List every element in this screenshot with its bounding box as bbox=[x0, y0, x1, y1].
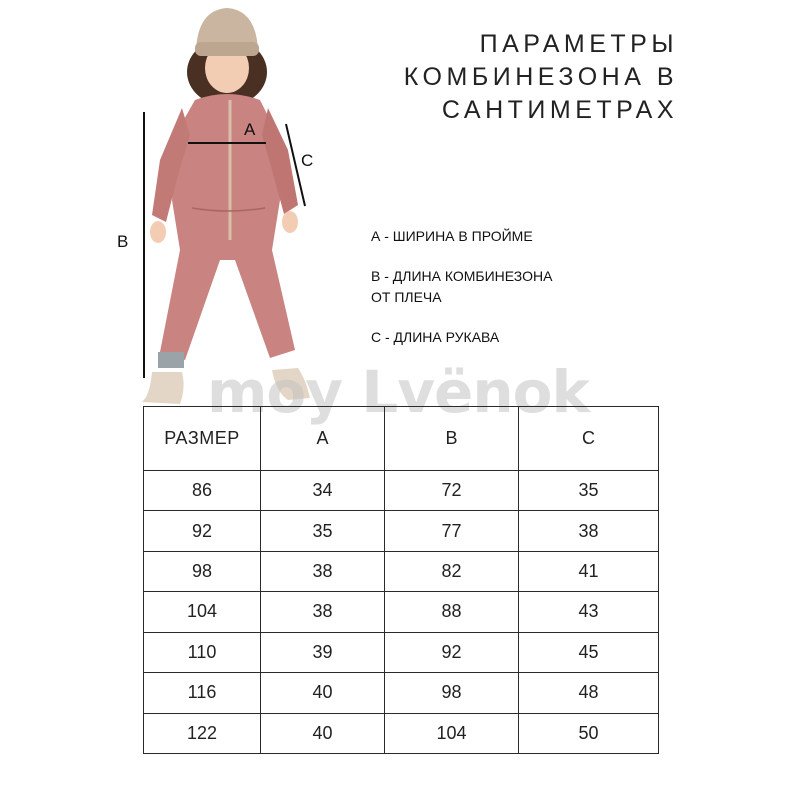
cell-size: 122 bbox=[144, 713, 261, 753]
cell-size: 92 bbox=[144, 511, 261, 551]
legend-b-line-2: ОТ ПЛЕЧА bbox=[371, 289, 442, 305]
cell-b: 82 bbox=[385, 551, 519, 591]
cell-a: 40 bbox=[261, 713, 385, 753]
cell-c: 38 bbox=[519, 511, 659, 551]
cell-size: 98 bbox=[144, 551, 261, 591]
table-row bbox=[144, 713, 659, 753]
cell-size: 104 bbox=[144, 592, 261, 632]
table-row bbox=[144, 471, 659, 511]
table-row bbox=[144, 511, 659, 551]
title-line-2: КОМБИНЕЗОНА В bbox=[403, 63, 678, 91]
cell-a: 35 bbox=[261, 511, 385, 551]
child-jumpsuit-illustration bbox=[100, 0, 360, 420]
dimension-b-label: В bbox=[117, 232, 129, 251]
header-b: В bbox=[385, 407, 519, 471]
cell-c: 45 bbox=[519, 632, 659, 672]
cell-b: 92 bbox=[385, 632, 519, 672]
cell-c: 41 bbox=[519, 551, 659, 591]
header-c: С bbox=[519, 407, 659, 471]
cell-b: 88 bbox=[385, 592, 519, 632]
size-table bbox=[143, 406, 659, 754]
table-row bbox=[144, 551, 659, 591]
cell-a: 38 bbox=[261, 592, 385, 632]
cell-size: 110 bbox=[144, 632, 261, 672]
page-title bbox=[404, 28, 678, 127]
cell-c: 48 bbox=[519, 673, 659, 713]
legend-a: А - ШИРИНА В ПРОЙМЕ bbox=[371, 228, 533, 244]
cell-size: 116 bbox=[144, 673, 261, 713]
cell-a: 39 bbox=[261, 632, 385, 672]
cell-size: 86 bbox=[144, 471, 261, 511]
dimension-a-label: А bbox=[244, 120, 256, 139]
title-line-1: ПАРАМЕТРЫ bbox=[479, 30, 678, 58]
header-size: РАЗМЕР bbox=[144, 407, 261, 471]
measurement-legend bbox=[371, 226, 552, 367]
legend-c: С - ДЛИНА РУКАВА bbox=[371, 329, 500, 345]
cell-c: 50 bbox=[519, 713, 659, 753]
table-row bbox=[144, 632, 659, 672]
legend-b-line-1: В - ДЛИНА КОМБИНЕЗОНА bbox=[371, 268, 553, 284]
cell-c: 43 bbox=[519, 592, 659, 632]
cell-a: 34 bbox=[261, 471, 385, 511]
header-a: А bbox=[261, 407, 385, 471]
brand-watermark: moy Lvёnok bbox=[207, 358, 590, 426]
cell-a: 38 bbox=[261, 551, 385, 591]
cell-b: 77 bbox=[385, 511, 519, 551]
cell-c: 35 bbox=[519, 471, 659, 511]
table-row bbox=[144, 592, 659, 632]
cell-b: 98 bbox=[385, 673, 519, 713]
cell-a: 40 bbox=[261, 673, 385, 713]
table-row bbox=[144, 673, 659, 713]
title-line-3: САНТИМЕТРАХ bbox=[441, 96, 678, 124]
cell-b: 104 bbox=[385, 713, 519, 753]
legend-b bbox=[371, 266, 552, 308]
left-boot bbox=[142, 372, 184, 404]
dimension-c-label: С bbox=[301, 151, 314, 170]
table-header-row bbox=[144, 407, 659, 471]
cell-b: 72 bbox=[385, 471, 519, 511]
